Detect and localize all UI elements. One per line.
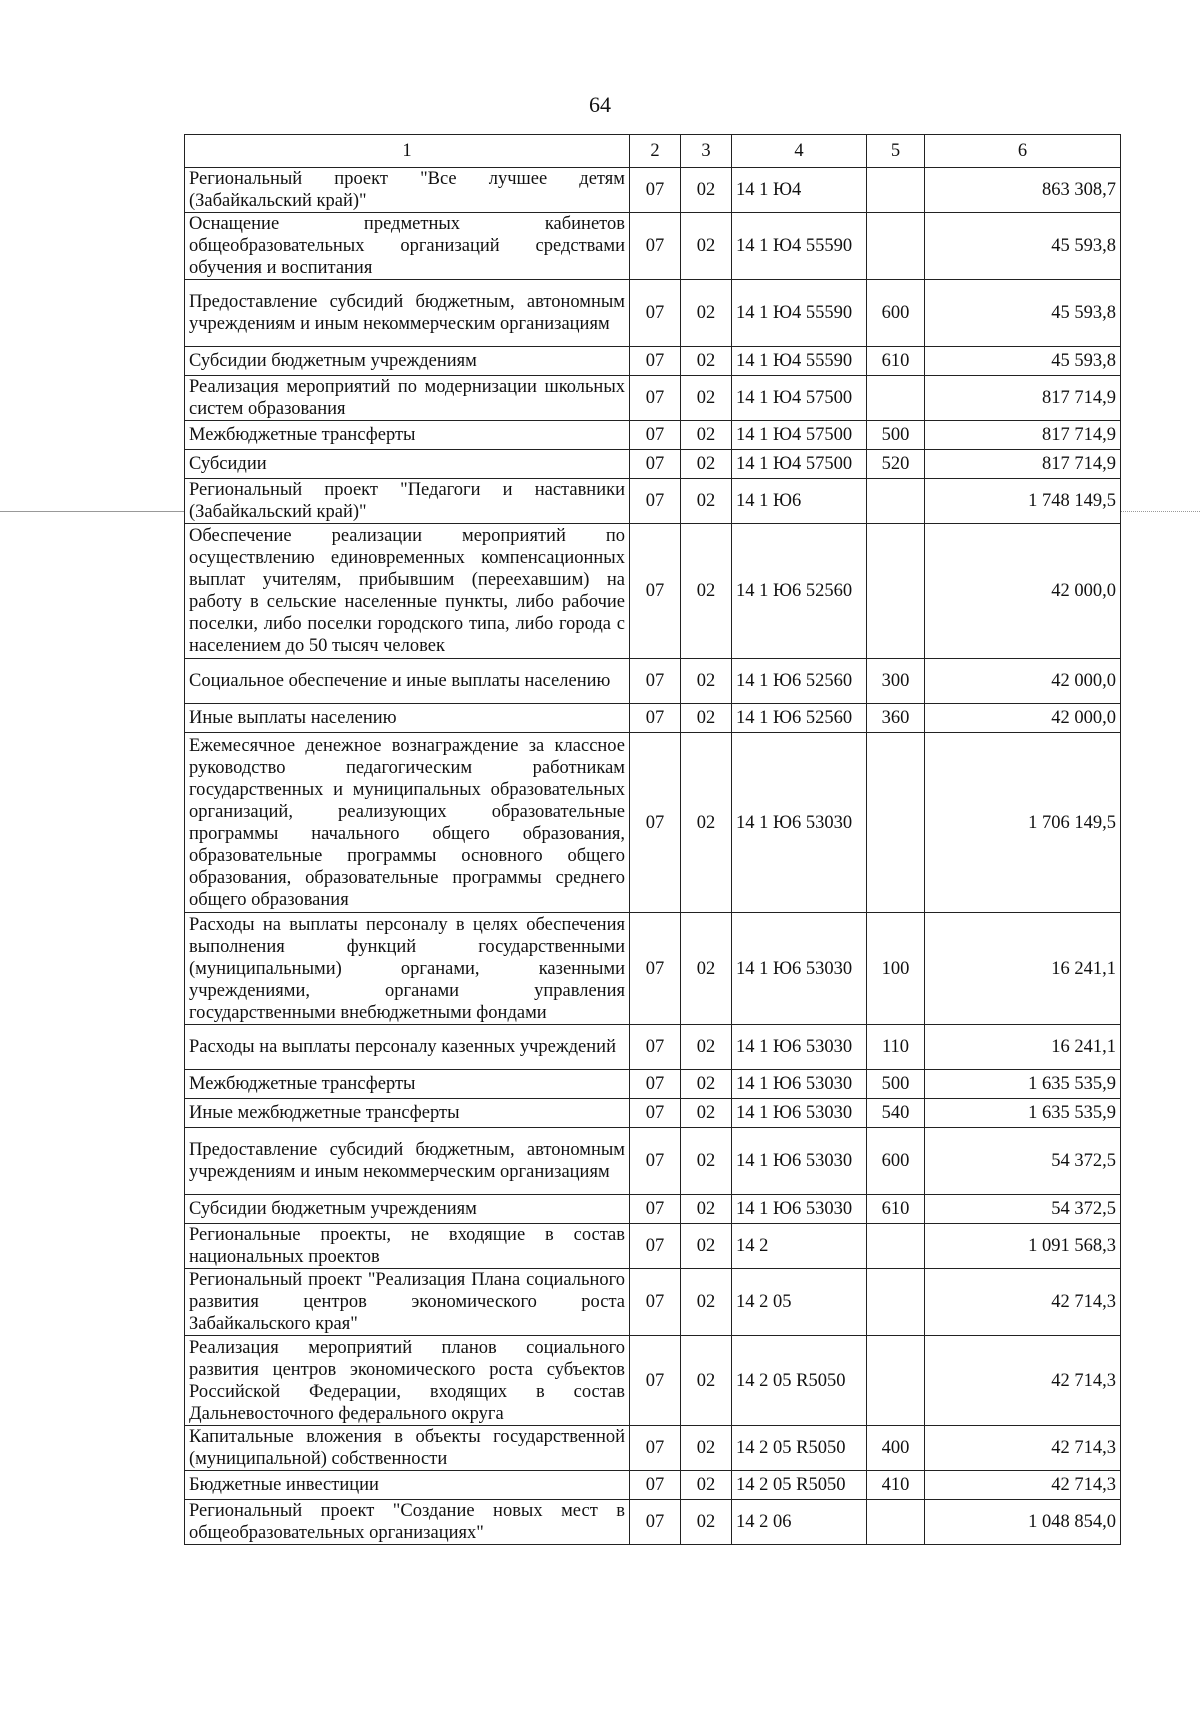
cell-section: 07 bbox=[630, 347, 681, 376]
cell-type bbox=[867, 1336, 925, 1426]
cell-subsection: 02 bbox=[681, 1471, 732, 1500]
cell-type: 540 bbox=[867, 1099, 925, 1128]
cell-amount: 863 308,7 bbox=[925, 168, 1121, 213]
cell-section: 07 bbox=[630, 1336, 681, 1426]
cell-name: Субсидии бюджетным учреждениям bbox=[185, 1195, 630, 1224]
cell-type bbox=[867, 1224, 925, 1269]
table-row bbox=[185, 376, 1121, 421]
page-number: 64 bbox=[589, 92, 611, 117]
cell-amount: 45 593,8 bbox=[925, 280, 1121, 347]
cell-code: 14 2 05 R5050 bbox=[732, 1426, 867, 1471]
cell-code: 14 1 Ю4 57500 bbox=[732, 421, 867, 450]
table-row bbox=[185, 280, 1121, 347]
cell-code: 14 2 bbox=[732, 1224, 867, 1269]
table-row bbox=[185, 1426, 1121, 1471]
cell-subsection: 02 bbox=[681, 524, 732, 659]
table-row bbox=[185, 168, 1121, 213]
cell-code: 14 1 Ю6 53030 bbox=[732, 1195, 867, 1224]
cell-subsection: 02 bbox=[681, 733, 732, 913]
cell-name: Иные межбюджетные трансферты bbox=[185, 1099, 630, 1128]
table-row bbox=[185, 347, 1121, 376]
cell-section: 07 bbox=[630, 1500, 681, 1545]
cell-name: Иные выплаты населению bbox=[185, 704, 630, 733]
header-col-5: 5 bbox=[867, 135, 925, 168]
cell-name: Расходы на выплаты персоналу в целях обеспечения выполнения функций государственными (муниципальными) органами, казенными учреждениями, органами управления государственными внебюджетными фондами bbox=[185, 913, 630, 1025]
cell-code: 14 1 Ю4 55590 bbox=[732, 213, 867, 280]
cell-name: Субсидии бюджетным учреждениям bbox=[185, 347, 630, 376]
table-row bbox=[185, 213, 1121, 280]
table-row bbox=[185, 1336, 1121, 1426]
cell-section: 07 bbox=[630, 524, 681, 659]
cell-section: 07 bbox=[630, 1070, 681, 1099]
cell-code: 14 1 Ю6 53030 bbox=[732, 1070, 867, 1099]
cell-name: Субсидии bbox=[185, 450, 630, 479]
header-row bbox=[185, 135, 1121, 168]
cell-name: Региональный проект "Создание новых мест в общеобразовательных организациях" bbox=[185, 1500, 630, 1545]
cell-section: 07 bbox=[630, 213, 681, 280]
cell-subsection: 02 bbox=[681, 450, 732, 479]
cell-section: 07 bbox=[630, 1099, 681, 1128]
cell-type: 400 bbox=[867, 1426, 925, 1471]
cell-section: 07 bbox=[630, 168, 681, 213]
cell-amount: 1 706 149,5 bbox=[925, 733, 1121, 913]
cell-section: 07 bbox=[630, 280, 681, 347]
cell-type bbox=[867, 524, 925, 659]
cell-code: 14 1 Ю6 52560 bbox=[732, 524, 867, 659]
header-col-1: 1 bbox=[185, 135, 630, 168]
cell-subsection: 02 bbox=[681, 659, 732, 704]
cell-code: 14 2 05 bbox=[732, 1269, 867, 1336]
cell-type: 100 bbox=[867, 913, 925, 1025]
cell-amount: 45 593,8 bbox=[925, 347, 1121, 376]
cell-section: 07 bbox=[630, 1269, 681, 1336]
cell-subsection: 02 bbox=[681, 280, 732, 347]
table-row bbox=[185, 913, 1121, 1025]
cell-name: Региональный проект "Все лучшее детям (Забайкальский край)" bbox=[185, 168, 630, 213]
cell-name: Оснащение предметных кабинетов общеобразовательных организаций средствами обучения и воспитания bbox=[185, 213, 630, 280]
cell-code: 14 1 Ю6 bbox=[732, 479, 867, 524]
header-col-3: 3 bbox=[681, 135, 732, 168]
budget-table bbox=[184, 134, 1121, 1545]
cell-name: Расходы на выплаты персоналу казенных учреждений bbox=[185, 1025, 630, 1070]
cell-name: Предоставление субсидий бюджетным, автономным учреждениям и иным некоммерческим организациям bbox=[185, 280, 630, 347]
cell-subsection: 02 bbox=[681, 1426, 732, 1471]
cell-section: 07 bbox=[630, 1128, 681, 1195]
cell-amount: 42 714,3 bbox=[925, 1426, 1121, 1471]
cell-amount: 1 091 568,3 bbox=[925, 1224, 1121, 1269]
table-row bbox=[185, 1099, 1121, 1128]
cell-type: 520 bbox=[867, 450, 925, 479]
cell-section: 07 bbox=[630, 450, 681, 479]
cell-type: 600 bbox=[867, 1128, 925, 1195]
cell-type: 410 bbox=[867, 1471, 925, 1500]
cell-section: 07 bbox=[630, 1426, 681, 1471]
cell-subsection: 02 bbox=[681, 1224, 732, 1269]
cell-subsection: 02 bbox=[681, 421, 732, 450]
cell-amount: 42 714,3 bbox=[925, 1336, 1121, 1426]
cell-code: 14 1 Ю6 53030 bbox=[732, 1099, 867, 1128]
cell-amount: 1 635 535,9 bbox=[925, 1070, 1121, 1099]
cell-section: 07 bbox=[630, 704, 681, 733]
table-row bbox=[185, 1128, 1121, 1195]
cell-subsection: 02 bbox=[681, 1269, 732, 1336]
cell-amount: 45 593,8 bbox=[925, 213, 1121, 280]
table-row bbox=[185, 1070, 1121, 1099]
cell-amount: 42 000,0 bbox=[925, 524, 1121, 659]
cell-amount: 1 635 535,9 bbox=[925, 1099, 1121, 1128]
cell-code: 14 2 05 R5050 bbox=[732, 1336, 867, 1426]
cell-type bbox=[867, 1500, 925, 1545]
cell-subsection: 02 bbox=[681, 1128, 732, 1195]
cell-section: 07 bbox=[630, 913, 681, 1025]
cell-amount: 817 714,9 bbox=[925, 421, 1121, 450]
cell-code: 14 1 Ю4 55590 bbox=[732, 347, 867, 376]
cell-code: 14 1 Ю6 52560 bbox=[732, 704, 867, 733]
cell-subsection: 02 bbox=[681, 704, 732, 733]
cell-section: 07 bbox=[630, 479, 681, 524]
table-row bbox=[185, 1025, 1121, 1070]
cell-amount: 817 714,9 bbox=[925, 376, 1121, 421]
cell-amount: 42 714,3 bbox=[925, 1471, 1121, 1500]
cell-code: 14 1 Ю6 53030 bbox=[732, 913, 867, 1025]
table-row bbox=[185, 450, 1121, 479]
cell-section: 07 bbox=[630, 1224, 681, 1269]
cell-code: 14 1 Ю4 bbox=[732, 168, 867, 213]
cell-name: Региональный проект "Педагоги и наставники (Забайкальский край)" bbox=[185, 479, 630, 524]
cell-name: Межбюджетные трансферты bbox=[185, 421, 630, 450]
table-row bbox=[185, 421, 1121, 450]
cell-amount: 817 714,9 bbox=[925, 450, 1121, 479]
cell-code: 14 1 Ю4 57500 bbox=[732, 450, 867, 479]
cell-type: 610 bbox=[867, 347, 925, 376]
cell-type bbox=[867, 733, 925, 913]
cell-type: 500 bbox=[867, 1070, 925, 1099]
table-body bbox=[185, 168, 1121, 1545]
cell-subsection: 02 bbox=[681, 347, 732, 376]
header-col-6: 6 bbox=[925, 135, 1121, 168]
cell-name: Бюджетные инвестиции bbox=[185, 1471, 630, 1500]
cell-name: Социальное обеспечение и иные выплаты населению bbox=[185, 659, 630, 704]
cell-type bbox=[867, 1269, 925, 1336]
cell-type bbox=[867, 213, 925, 280]
cell-type: 360 bbox=[867, 704, 925, 733]
header-col-2: 2 bbox=[630, 135, 681, 168]
cell-name: Ежемесячное денежное вознаграждение за классное руководство педагогическим работникам государственных и муниципальных образовательных организаций, реализующих образовательные программы начального общего образования, образовательные программы основного общего образования, образовательные программы среднего общего образования bbox=[185, 733, 630, 913]
cell-section: 07 bbox=[630, 421, 681, 450]
cell-section: 07 bbox=[630, 1025, 681, 1070]
table-row bbox=[185, 704, 1121, 733]
cell-amount: 16 241,1 bbox=[925, 913, 1121, 1025]
cell-subsection: 02 bbox=[681, 1070, 732, 1099]
cell-subsection: 02 bbox=[681, 376, 732, 421]
cell-section: 07 bbox=[630, 1195, 681, 1224]
cell-subsection: 02 bbox=[681, 1099, 732, 1128]
cell-amount: 42 000,0 bbox=[925, 659, 1121, 704]
cell-code: 14 1 Ю4 55590 bbox=[732, 280, 867, 347]
cell-code: 14 1 Ю4 57500 bbox=[732, 376, 867, 421]
cell-type: 610 bbox=[867, 1195, 925, 1224]
cell-subsection: 02 bbox=[681, 213, 732, 280]
table-row bbox=[185, 1471, 1121, 1500]
cell-code: 14 2 06 bbox=[732, 1500, 867, 1545]
table-row bbox=[185, 659, 1121, 704]
cell-name: Региональные проекты, не входящие в состав национальных проектов bbox=[185, 1224, 630, 1269]
cell-type: 500 bbox=[867, 421, 925, 450]
cell-amount: 1 048 854,0 bbox=[925, 1500, 1121, 1545]
cell-type bbox=[867, 376, 925, 421]
table-row bbox=[185, 479, 1121, 524]
header-col-4: 4 bbox=[732, 135, 867, 168]
cell-section: 07 bbox=[630, 1471, 681, 1500]
table-row bbox=[185, 1269, 1121, 1336]
cell-subsection: 02 bbox=[681, 913, 732, 1025]
cell-type bbox=[867, 479, 925, 524]
cell-section: 07 bbox=[630, 733, 681, 913]
cell-subsection: 02 bbox=[681, 479, 732, 524]
cell-code: 14 1 Ю6 53030 bbox=[732, 733, 867, 913]
cell-section: 07 bbox=[630, 659, 681, 704]
cell-subsection: 02 bbox=[681, 1025, 732, 1070]
cell-amount: 16 241,1 bbox=[925, 1025, 1121, 1070]
cell-name: Капитальные вложения в объекты государственной (муниципальной) собственности bbox=[185, 1426, 630, 1471]
cell-name: Реализация мероприятий по модернизации школьных систем образования bbox=[185, 376, 630, 421]
scan-line-left bbox=[0, 511, 184, 512]
table-row bbox=[185, 524, 1121, 659]
cell-amount: 1 748 149,5 bbox=[925, 479, 1121, 524]
cell-subsection: 02 bbox=[681, 168, 732, 213]
table-row bbox=[185, 733, 1121, 913]
cell-type: 300 bbox=[867, 659, 925, 704]
scan-line-right bbox=[1120, 511, 1200, 512]
cell-code: 14 1 Ю6 53030 bbox=[732, 1025, 867, 1070]
cell-subsection: 02 bbox=[681, 1336, 732, 1426]
cell-type: 600 bbox=[867, 280, 925, 347]
cell-code: 14 2 05 R5050 bbox=[732, 1471, 867, 1500]
cell-name: Межбюджетные трансферты bbox=[185, 1070, 630, 1099]
cell-name: Предоставление субсидий бюджетным, автономным учреждениям и иным некоммерческим организациям bbox=[185, 1128, 630, 1195]
cell-type bbox=[867, 168, 925, 213]
cell-subsection: 02 bbox=[681, 1195, 732, 1224]
cell-code: 14 1 Ю6 52560 bbox=[732, 659, 867, 704]
cell-amount: 42 714,3 bbox=[925, 1269, 1121, 1336]
table-row bbox=[185, 1224, 1121, 1269]
cell-section: 07 bbox=[630, 376, 681, 421]
cell-name: Региональный проект "Реализация Плана социального развития центров экономического роста Забайкальского края" bbox=[185, 1269, 630, 1336]
cell-code: 14 1 Ю6 53030 bbox=[732, 1128, 867, 1195]
cell-name: Реализация мероприятий планов социального развития центров экономического роста субъектов Российской Федерации, входящих в состав Дальневосточного федерального округа bbox=[185, 1336, 630, 1426]
cell-name: Обеспечение реализации мероприятий по осуществлению единовременных компенсационных выплат учителям, прибывшим (переехавшим) на работу в сельские населенные пункты, либо рабочие поселки, либо поселки городского типа, либо города с населением до 50 тысяч человек bbox=[185, 524, 630, 659]
cell-amount: 42 000,0 bbox=[925, 704, 1121, 733]
cell-amount: 54 372,5 bbox=[925, 1195, 1121, 1224]
table-row bbox=[185, 1500, 1121, 1545]
cell-subsection: 02 bbox=[681, 1500, 732, 1545]
table-row bbox=[185, 1195, 1121, 1224]
cell-type: 110 bbox=[867, 1025, 925, 1070]
cell-amount: 54 372,5 bbox=[925, 1128, 1121, 1195]
